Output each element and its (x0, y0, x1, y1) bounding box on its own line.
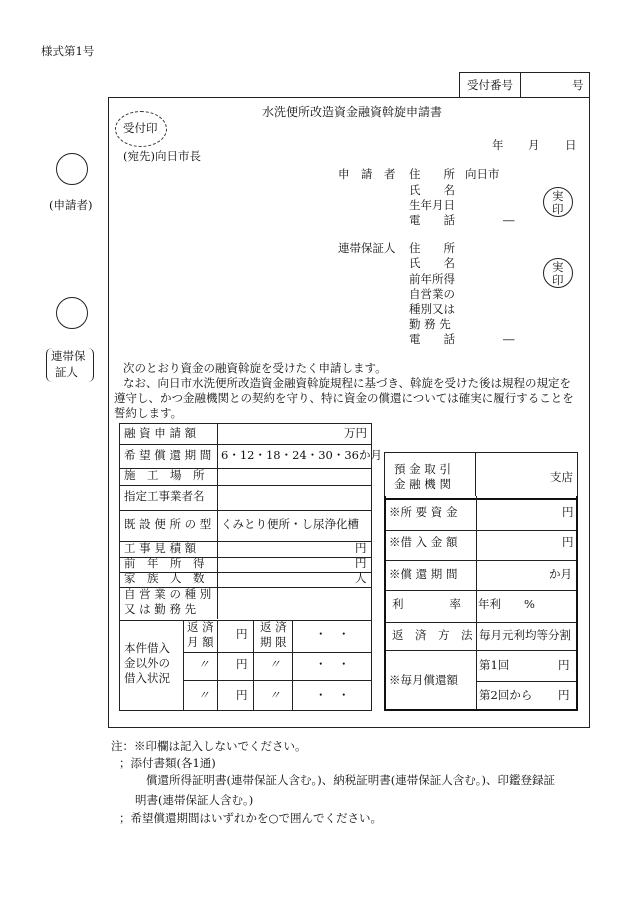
note-4: 明書(連帯保証人含む。) (135, 793, 254, 807)
second-payment-unit: 円 (558, 688, 570, 702)
estimate-label: 工 事 見 積 額 (124, 541, 197, 555)
row1-dots: ・ ・ (315, 627, 350, 641)
guarantor-label: 連帯保証人 (338, 241, 396, 255)
site-label: 施 工 場 所 (124, 468, 205, 482)
applicant-seal-1: 実 (552, 189, 564, 203)
required-funds-unit: 円 (562, 505, 574, 519)
family-unit: 人 (355, 571, 367, 585)
guarantor-seal-2: 印 (552, 273, 564, 287)
note-2: ；添付書類(各1通) (119, 756, 216, 770)
date-day: 日 (565, 138, 577, 152)
row2-yen: 円 (236, 657, 248, 671)
other-loans-label-3: 借入状況 (124, 671, 170, 685)
applicant-phone-dash: ― (503, 213, 515, 227)
income-label: 前 年 所 得 (124, 556, 205, 570)
note-5: ；希望償還期間はいずれかを○で囲んでください。 (119, 811, 383, 825)
date-month: 月 (528, 138, 540, 152)
repay-period-label: ※償 還 期 間 (389, 567, 458, 581)
date-year: 年 (492, 138, 504, 152)
term-label-2: 期 限 (260, 635, 287, 649)
estimate-unit: 円 (355, 541, 367, 555)
borrow-amount-unit: 円 (562, 535, 574, 549)
addressee: (宛先)向日市長 (123, 149, 201, 163)
guarantor-biz-label-1: 自営業の (409, 287, 455, 301)
biz-label-1: 自 営 業 の 種 別 (124, 587, 212, 601)
applicant-name-label: 氏 名 (409, 183, 455, 197)
first-payment-unit: 円 (558, 658, 570, 672)
guarantor-side-label-2: 証人 (55, 365, 78, 379)
guarantor-phone-label: 電 話 (409, 332, 455, 346)
body-line-1: 次のとおり資金の融資斡旋を受けたく申請します。 (123, 361, 387, 375)
row2-dots: ・ ・ (315, 657, 350, 671)
body-line-2: なお、向日市水洗便所改造資金融資斡旋規程に基づき、斡旋を受けた後は規程の規定を (123, 376, 572, 390)
bank-label-1: 預 金 取 引 (394, 462, 451, 476)
guarantor-biz-label-3: 勤 務 先 (409, 317, 451, 331)
family-label: 家 族 人 数 (124, 571, 205, 585)
period-label: 希 望 償 還 期 間 (124, 448, 212, 462)
term-label-1: 返 済 (260, 620, 287, 634)
repay-method-label: 返 済 方 法 (392, 628, 473, 642)
applicant-seal-circle (56, 153, 88, 185)
body-line-4: 誓約します。 (114, 406, 183, 420)
monthly-label-2: 月 額 (187, 635, 214, 649)
guarantor-biz-label-2: 種別又は (409, 302, 455, 316)
row2-ditto-1: 〃 (198, 657, 210, 671)
guarantor-name-label: 氏 名 (409, 256, 455, 270)
guarantor-seal-circle (56, 297, 88, 329)
bank-branch: 支店 (550, 470, 573, 484)
interest-rate-label: 利 率 (392, 597, 461, 611)
form-id: 様式第1号 (41, 44, 95, 58)
repay-method-value: 毎月元利均等分割 (479, 628, 571, 642)
toilet-type-value: くみとり便所・し尿浄化槽 (221, 517, 359, 531)
receipt-stamp-label: 受付印 (123, 121, 158, 135)
income-unit: 円 (355, 556, 367, 570)
required-funds-label: ※所 要 資 金 (389, 505, 458, 519)
row3-ditto-1: 〃 (198, 688, 210, 702)
form-title: 水洗便所改造資金融資斡旋申請書 (262, 105, 443, 119)
interest-rate-value: 年利 % (478, 597, 535, 611)
receipt-number-label: 受付番号 (467, 78, 513, 92)
row3-ditto-2: 〃 (269, 688, 281, 702)
row3-yen: 円 (236, 688, 248, 702)
applicant-label: 申 請 者 (338, 167, 396, 181)
toilet-type-label: 既 設 便 所 の 型 (124, 517, 212, 531)
row3-dots: ・ ・ (315, 688, 350, 702)
contractor-label: 指定工事業者名 (124, 489, 205, 503)
note-3: 償還所得証明書(連帯保証人含む。)、納税証明書(連帯保証人含む。)、印鑑登録証 (146, 773, 555, 787)
applicant-birth-label: 生年月日 (409, 198, 455, 212)
period-options: 6・12・18・24・30・36か月 (221, 448, 382, 462)
applicant-address-value: 向日市 (465, 167, 500, 181)
bank-label-2: 金 融 機 関 (394, 477, 451, 491)
monthly-label-1: 返 済 (187, 620, 214, 634)
note-1: 注：※印欄は記入しないでください。 (111, 739, 307, 753)
row1-yen: 円 (236, 627, 248, 641)
guarantor-seal-1: 実 (552, 260, 564, 274)
body-line-3: 遵守し、かつ金融機関との契約を守り、特に資金の償還については確実に履行することを (114, 391, 574, 405)
receipt-number-suffix: 号 (572, 78, 584, 92)
monthly-repay-label: ※毎月償還額 (389, 673, 458, 687)
borrow-amount-label: ※借 入 金 額 (389, 535, 458, 549)
guarantor-side-label-1: 連帯保 (51, 349, 86, 363)
other-loans-label-1: 本件借入 (124, 641, 170, 655)
loan-amount-unit: 万円 (344, 426, 367, 440)
row2-ditto-2: 〃 (269, 657, 281, 671)
applicant-phone-label: 電 話 (409, 213, 455, 227)
loan-amount-label: 融 資 申 請 額 (124, 426, 197, 440)
guarantor-phone-dash: ― (503, 332, 515, 346)
repay-period-unit: か月 (549, 567, 572, 581)
biz-label-2: 又 は 勤 務 先 (124, 602, 197, 616)
applicant-side-label: (申請者) (49, 198, 93, 212)
second-payment-label: 第2回から (479, 688, 533, 702)
receipt-number-box (459, 72, 590, 98)
guarantor-address-label: 住 所 (409, 241, 455, 255)
guarantor-income-label: 前年所得 (409, 272, 455, 286)
applicant-address-label: 住 所 (409, 167, 455, 181)
first-payment-label: 第1回 (479, 658, 510, 672)
other-loans-label-2: 金以外の (124, 656, 170, 670)
applicant-seal-2: 印 (552, 202, 564, 216)
